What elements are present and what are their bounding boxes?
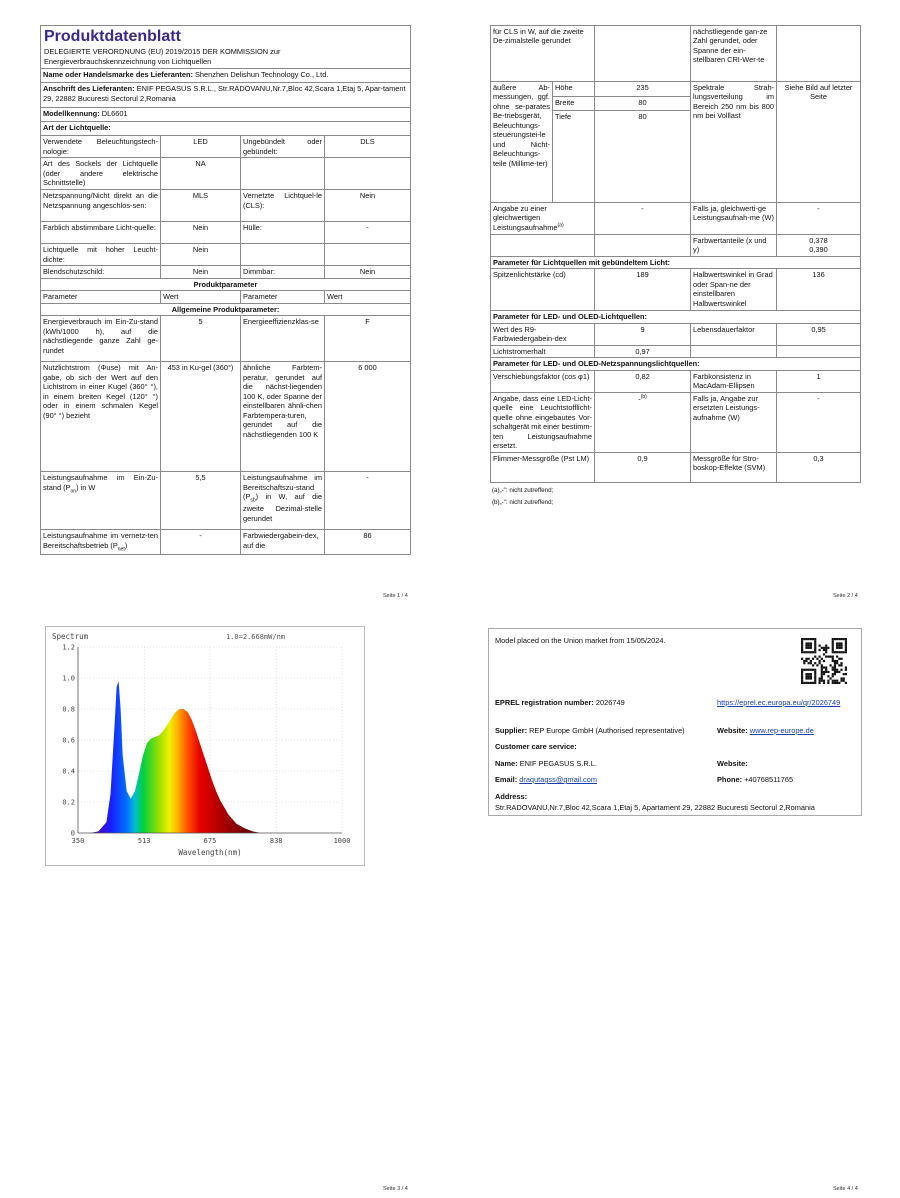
row-label: Leistungsaufnahme im vernetz-ten Bereitschaftsbetrieb $(P_{net})$ xyxy=(41,530,161,554)
product-datasheet-table-continued xyxy=(490,25,861,483)
y-tick-label: 0.8 xyxy=(62,705,75,714)
qr-code xyxy=(801,638,847,686)
row-label: Art des Sockels der Lichtquelle (oder andere elektrische Schnittstelle) xyxy=(41,158,161,190)
dimension-name: Breite xyxy=(553,96,595,111)
table-row xyxy=(41,190,411,222)
row-value: - xyxy=(325,222,411,244)
col-header-value: Wert xyxy=(161,291,241,303)
row-label: Blendschutzschild: xyxy=(41,266,161,278)
spectrum-area xyxy=(90,681,261,833)
row-value: 5 xyxy=(161,316,241,362)
row-label xyxy=(241,244,325,266)
model-label: Modellkennung: xyxy=(43,109,100,119)
chromaticity-value: 0,378 0,390 xyxy=(777,234,861,256)
x-tick-label: 513 xyxy=(137,837,151,845)
row-value xyxy=(777,26,861,82)
row-label xyxy=(241,158,325,190)
row-value: F xyxy=(325,316,411,362)
table-row xyxy=(41,244,411,266)
survival-label: Lebensdauerfaktor xyxy=(691,323,777,345)
dimension-value: 80 xyxy=(595,96,691,111)
empty-cell xyxy=(777,345,861,357)
qr-code-icon xyxy=(801,638,847,684)
customer-care-heading: Customer care service: xyxy=(495,742,577,751)
row-value: Nein xyxy=(161,266,241,278)
x-tick-label: 350 xyxy=(71,837,85,845)
care-website-label: Website: xyxy=(717,759,748,768)
chart-annotation: 1.0=2.668mW/nm xyxy=(226,633,286,641)
row-value: Nein xyxy=(161,222,241,244)
supplier-name-label: Name oder Handelsmarke des Lieferanten: xyxy=(43,70,193,80)
page-number: Seite 2 / 4 xyxy=(833,593,858,599)
page-title: Produktdatenblatt xyxy=(44,28,181,45)
spectral-value: Siehe Bild auf letzter Seite xyxy=(777,82,861,203)
row-value: Nein xyxy=(325,190,411,222)
supplier-name-value: Shenzhen Delishun Technology Co., Ltd. xyxy=(194,70,329,80)
page-2 xyxy=(490,25,860,506)
col-header-param: Parameter xyxy=(41,291,161,303)
website-row xyxy=(717,726,814,735)
phone-value: +40768511765 xyxy=(744,775,794,784)
survival-value: 0,95 xyxy=(777,323,861,345)
product-params-heading: Produktparameter xyxy=(41,278,411,290)
care-email-row xyxy=(495,775,597,784)
website-label: Website: xyxy=(717,726,748,735)
dimension-name: Tiefe xyxy=(553,111,595,203)
row-value xyxy=(325,244,411,266)
row-label: nächstliegende gan-ze Zahl gerundet, oder Spanne der ein-stellbaren CRI-Wer-te xyxy=(691,26,777,82)
maintenance-value: 0,97 xyxy=(595,345,691,357)
supplier-address-value: ENIF PEGASUS S.R.L., Str.RADOVANU,Nr.7,Bloc 42,Scara 1,Etaj 5, Apar-tament 29, 22882 Bucuresti Sectorul 2,Romania xyxy=(43,84,406,103)
regulation-line-1: DELEGIERTE VERORDNUNG (EU) 2019/2015 DER KOMMISSION zur xyxy=(44,47,281,57)
email-link[interactable]: draqutagss@gmail.com xyxy=(519,775,597,784)
row-label: Lichtquelle mit hoher Leucht-dichte: xyxy=(41,244,161,266)
flicker-label: Flimmer-Messgröße (Pst LM) xyxy=(491,452,595,482)
param-rows xyxy=(41,316,411,554)
model-value: DL6601 xyxy=(101,109,128,119)
row-value xyxy=(595,26,691,82)
equivalent-power-value: - xyxy=(595,203,691,235)
email-label: Email: xyxy=(495,775,518,784)
col-header-value: Wert xyxy=(325,291,411,303)
type-heading: Art der Lichtquelle: xyxy=(41,122,411,136)
replacement-claim-label: Angabe, dass eine LED-Licht-quelle eine Leuchtstofflicht-quelle ohne eingebautes Vor-schaltgerät mit einer bestimm-ten Leistungsaufnahme ersetzt. xyxy=(491,392,595,452)
beam-angle-label: Halbwertswinkel in Grad oder Span-ne der einstellbaren Halbwertswinkel xyxy=(691,269,777,311)
row-value: Nein xyxy=(161,244,241,266)
eprel-number: 2026749 xyxy=(595,698,625,707)
row-label: Leistungsaufnahme im Bereitschaftszu-stand $(P_{sb})$ in W, auf die zweite Dezimal-stelle gerundet xyxy=(241,472,325,530)
row-value xyxy=(325,158,411,190)
type-rows xyxy=(41,136,411,278)
spectral-label: Spektrale Strah-lungsverteilung im Bereich 250 nm bis 800 nm bei Volllast xyxy=(691,82,777,203)
address-label: Address: xyxy=(495,792,528,801)
dimension-value: 235 xyxy=(595,82,691,97)
row-value: LED xyxy=(161,136,241,158)
y-tick-label: 0 xyxy=(70,829,75,838)
dimension-value: 80 xyxy=(595,111,691,203)
table-row xyxy=(41,316,411,362)
y-tick-label: 1.2 xyxy=(62,643,75,652)
table-row xyxy=(41,136,411,158)
chromaticity-label: Farbwertanteile (x und y) xyxy=(691,234,777,256)
row-value: - xyxy=(161,530,241,554)
spectrum-svg xyxy=(46,627,364,865)
row-value: Nein xyxy=(325,266,411,278)
supplier-value: REP Europe GmbH (Authorised representative) xyxy=(529,726,685,735)
phone-label: Phone: xyxy=(717,775,743,784)
supplier-row xyxy=(495,726,685,735)
row-label: Energieeffizienzklas-se xyxy=(241,316,325,362)
market-placement-text: Model placed on the Union market from 15/05/2024. xyxy=(495,636,666,645)
row-label: Nutzlichtstrom (Φuse) mit An-gabe, ob sich der Wert auf den Lichtstrom in einer Kugel (360° °), in einem breiten Kegel (120° °) oder in einem schmalen Kegel (90° °) bezieht xyxy=(41,362,161,472)
x-tick-label: 1000 xyxy=(333,837,351,845)
empty-cell xyxy=(595,234,691,256)
row-label: ähnliche Farbtem-peratur, gerundet auf die nächst-liegenden 100 K, oder Spanne der einstellbaren ähnli-chen Farbtempera-turen, gerundet auf die nächstliegenden 100 K xyxy=(241,362,325,472)
footnote-b: (b)„-": nicht zutreffend; xyxy=(492,498,554,506)
row-label: Hülle: xyxy=(241,222,325,244)
table-row xyxy=(41,362,411,472)
supplier-address-label: Anschrift des Lieferanten: xyxy=(43,84,135,94)
row-label: Ungebündelt oder gebündelt: xyxy=(241,136,325,158)
replacement-power-label: Falls ja, Angabe zur ersetzten Leistungs-aufnahme (W) xyxy=(691,392,777,452)
empty-cell xyxy=(691,345,777,357)
page-number: Seite 3 / 4 xyxy=(383,1186,408,1192)
directional-heading: Parameter für Lichtquellen mit gebündeltem Licht: xyxy=(491,256,861,268)
equivalent-power-label: Angabe zu einer gleichwertigen Leistungsaufnahme$^{(a)}$ xyxy=(491,203,595,235)
x-tick-label: 675 xyxy=(203,837,217,845)
row-value: 453 in Ku-gel (360°) xyxy=(161,362,241,472)
page-1 xyxy=(40,25,410,555)
y-tick-label: 0.4 xyxy=(62,767,75,776)
row-value: 5,5 xyxy=(161,472,241,530)
table-row xyxy=(41,158,411,190)
care-name-label: Name: xyxy=(495,759,518,768)
dimensions-label: äußere Ab-messungen, ggf. ohne se-parates Be-triebsgerät, Beleuchtungs-steuerungstei-le und Nicht-Beleuchtungs-teile (Millime-ter) xyxy=(491,82,553,203)
eprel-row xyxy=(495,698,625,707)
r9-value: 9 xyxy=(595,323,691,345)
y-tick-label: 1.0 xyxy=(62,674,75,683)
led-heading: Parameter für LED- und OLED-Lichtquellen: xyxy=(491,311,861,323)
website-link[interactable]: www.rep-europe.de xyxy=(749,726,814,735)
row-value: - xyxy=(325,472,411,530)
x-tick-label: 838 xyxy=(269,837,283,845)
row-label: Dimmbar: xyxy=(241,266,325,278)
peak-intensity-label: Spitzenlichtstärke (cd) xyxy=(491,269,595,311)
y-tick-label: 0.6 xyxy=(62,736,75,745)
row-label: Vernetzte Lichtquel-le (CLS): xyxy=(241,190,325,222)
row-label: Farblich abstimmbare Licht-quelle: xyxy=(41,222,161,244)
care-name-row xyxy=(495,759,597,768)
table-row xyxy=(41,222,411,244)
equivalent-power-value-2: - xyxy=(777,203,861,235)
replacement-power-value: - xyxy=(777,392,861,452)
address-value: Str.RADOVANU,Nr.7,Bloc 42,Scara 1,Etaj 5, Apartament 29, 22882 Bucuresti Sectorul 2,Romania xyxy=(495,803,815,812)
row-value: DLS xyxy=(325,136,411,158)
consistency-label: Farbkonsistenz in MacAdam-Ellipsen xyxy=(691,370,777,392)
page-number: Seite 1 / 4 xyxy=(383,593,408,599)
empty-cell xyxy=(491,234,595,256)
row-value: 86 xyxy=(325,530,411,554)
row-label: Farbwiedergabein-dex, auf die xyxy=(241,530,325,554)
chart-title: Spectrum xyxy=(52,632,89,641)
equivalent-power-label-2: Falls ja, gleichwerti-ge Leistungsaufnah-me (W) xyxy=(691,203,777,235)
r9-label: Wert des R9-Farbwiedergabein-dex xyxy=(491,323,595,345)
footnote-a: (a)„-": nicht zutreffend; xyxy=(492,486,554,494)
flicker-value: 0,9 xyxy=(595,452,691,482)
care-phone-row xyxy=(717,775,793,784)
care-name-value: ENIF PEGASUS S.R.L. xyxy=(519,759,597,768)
spectrum-chart xyxy=(45,626,365,866)
table-row xyxy=(41,472,411,530)
row-label: Verwendete Beleuchtungstech-nologie: xyxy=(41,136,161,158)
page-number: Seite 4 / 4 xyxy=(833,1186,858,1192)
peak-intensity-value: 189 xyxy=(595,269,691,311)
product-datasheet-table xyxy=(40,25,411,555)
x-axis-label: Wavelength(nm) xyxy=(178,848,242,857)
regulation-line-2: Energieverbrauchskennzeichnung von Lichtquellen xyxy=(44,56,212,66)
displacement-label: Verschiebungsfaktor (cos φ1) xyxy=(491,370,595,392)
eprel-link[interactable]: https://eprel.ec.europa.eu/qr/2026749 xyxy=(717,698,841,707)
general-params-heading: Allgemeine Produktparameter: xyxy=(41,303,411,315)
row-value: 6 000 xyxy=(325,362,411,472)
col-header-param: Parameter xyxy=(241,291,325,303)
displacement-value: 0,82 xyxy=(595,370,691,392)
table-row xyxy=(41,266,411,278)
svm-label: Messgröße für Stro-boskop-Effekte (SVM) xyxy=(691,452,777,482)
row-label: Netzspannung/Nicht direkt an die Netzspannung angeschlos-sen: xyxy=(41,190,161,222)
mains-heading: Parameter für LED- und OLED-Netzspannungslichtquellen: xyxy=(491,358,861,370)
y-tick-label: 0.2 xyxy=(62,798,75,807)
row-label: Leistungsaufnahme im Ein-Zu-stand $(P_{on})$ in W xyxy=(41,472,161,530)
row-label: Energieverbrauch im Ein-Zu-stand (kWh/1000 h), auf die nächstliegende ganze Zahl ge-rundet xyxy=(41,316,161,362)
row-label: für CLS in W, auf die zweite De-zimalstelle gerundet xyxy=(491,26,595,82)
consistency-value: 1 xyxy=(777,370,861,392)
eprel-card xyxy=(488,628,862,816)
eprel-label: EPREL registration number: xyxy=(495,698,594,707)
svm-value: 0,3 xyxy=(777,452,861,482)
replacement-claim-value: -$^{(b)}$ xyxy=(595,392,691,452)
supplier-label: Supplier: xyxy=(495,726,528,735)
dimension-name: Höhe xyxy=(553,82,595,97)
row-value: MLS xyxy=(161,190,241,222)
row-value: NA xyxy=(161,158,241,190)
table-row xyxy=(41,530,411,554)
beam-angle-value: 136 xyxy=(777,269,861,311)
maintenance-label: Lichtstromerhalt xyxy=(491,345,595,357)
